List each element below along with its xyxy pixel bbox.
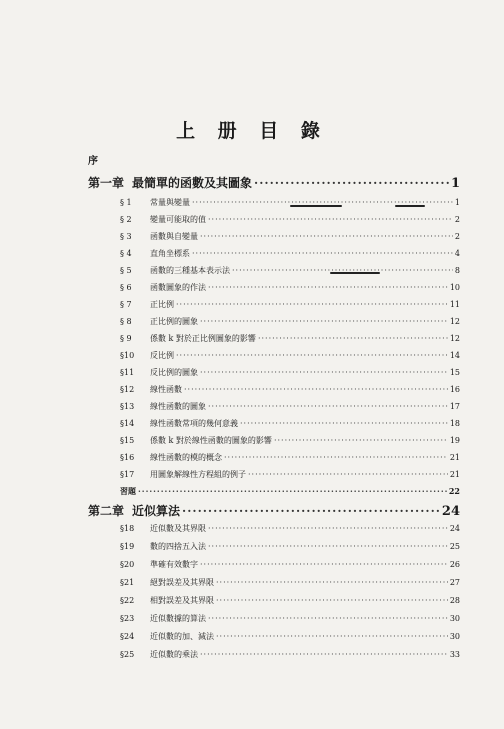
section-title: 正比例 [150, 300, 174, 309]
leader-dots [216, 596, 448, 605]
leader-dots [248, 470, 448, 479]
toc-section[interactable] [120, 282, 460, 293]
section-number: § 6 [120, 283, 132, 292]
section-title: 近似數據的算法 [150, 614, 206, 623]
leader-dots [208, 283, 448, 292]
leader-dots [138, 486, 447, 496]
leader-dots [176, 300, 448, 309]
section-page: 2 [454, 232, 460, 241]
section-title: 近似數的乘法 [150, 650, 198, 659]
toc-section[interactable] [120, 595, 460, 606]
leader-dots [216, 578, 448, 587]
leader-dots [200, 368, 448, 377]
leader-dots [184, 385, 448, 394]
toc-section[interactable] [120, 631, 460, 642]
section-number: §25 [120, 650, 135, 659]
section-title: 線性函數 [150, 385, 182, 394]
section-number: § 2 [120, 215, 132, 224]
toc-chapter-2[interactable] [88, 502, 460, 519]
toc-section[interactable] [120, 367, 460, 378]
section-title: 數的四捨五入法 [150, 542, 206, 551]
toc-section[interactable] [120, 649, 460, 660]
chapter-title: 最簡單的函數及其圖象 [132, 176, 253, 190]
toc-section[interactable] [120, 214, 460, 225]
section-page: 30 [449, 632, 460, 641]
toc-section[interactable] [120, 452, 460, 463]
toc-section[interactable] [120, 333, 460, 344]
chapter-number: 第一章 [88, 176, 125, 190]
toc-section[interactable] [120, 384, 460, 395]
leader-dots [200, 317, 448, 326]
leader-dots [208, 614, 448, 623]
section-number: § 3 [120, 232, 132, 241]
section-title: 函數的三種基本表示法 [150, 266, 230, 275]
leader-dots [216, 632, 448, 641]
preface-label: 序 [88, 156, 98, 167]
toc-section[interactable] [120, 350, 460, 361]
section-number: § 1 [120, 198, 132, 207]
toc-section[interactable] [120, 299, 460, 310]
toc-section[interactable] [120, 248, 460, 259]
leader-dots [240, 419, 448, 428]
section-page: 14 [449, 351, 460, 360]
section-number: §15 [120, 436, 135, 445]
section-title: 變量可能取的值 [150, 215, 206, 224]
leader-dots [200, 232, 453, 241]
section-title: 函數圖象的作法 [150, 283, 206, 292]
chapter-page: 1 [450, 176, 460, 191]
section-title: 反比例的圖象 [150, 368, 198, 377]
section-number: §19 [120, 542, 135, 551]
section-number: §24 [120, 632, 135, 641]
section-number: § 7 [120, 300, 132, 309]
section-page: 25 [449, 542, 460, 551]
section-number: §11 [120, 368, 135, 377]
section-page: 21 [449, 470, 460, 479]
section-page: 28 [449, 596, 460, 605]
section-page: 11 [449, 300, 460, 309]
section-number: §12 [120, 385, 135, 394]
section-title: 反比例 [150, 351, 174, 360]
toc-section[interactable] [120, 316, 460, 327]
section-number: § 9 [120, 334, 132, 343]
section-title: 準確有效數字 [150, 560, 198, 569]
section-number: §23 [120, 614, 135, 623]
leader-dots [208, 542, 448, 551]
exercises-label: 習題 [120, 486, 136, 496]
toc-section[interactable] [120, 231, 460, 242]
section-page: 33 [449, 650, 460, 659]
chapter-number: 第二章 [88, 504, 125, 518]
section-number: §17 [120, 470, 135, 479]
toc-section[interactable] [120, 577, 460, 588]
section-title: 近似數及其界限 [150, 524, 206, 533]
toc-section[interactable] [120, 523, 460, 534]
section-number: §18 [120, 524, 135, 533]
section-number: §10 [120, 351, 135, 360]
section-page: 19 [449, 436, 460, 445]
toc-section[interactable] [120, 435, 460, 446]
chapter-title: 近似算法 [132, 504, 181, 518]
toc-preface [88, 152, 98, 167]
leader-dots [192, 249, 453, 258]
toc-section[interactable] [120, 265, 460, 276]
section-page: 16 [449, 385, 460, 394]
toc-chapter-1[interactable] [88, 174, 460, 191]
section-title: 函數與自變量 [150, 232, 198, 241]
chapter-page: 24 [441, 504, 460, 519]
section-page: 12 [449, 334, 460, 343]
section-title: 常量與變量 [150, 198, 190, 207]
leader-dots [258, 334, 448, 343]
section-page: 10 [449, 283, 460, 292]
toc-section[interactable] [120, 613, 460, 624]
section-number: §22 [120, 596, 135, 605]
section-title: 絕對誤差及其界限 [150, 578, 214, 587]
leader-dots [208, 402, 448, 411]
section-page: 24 [449, 524, 460, 533]
toc-section[interactable] [120, 418, 460, 429]
section-title: 線性函數的圖象 [150, 402, 206, 411]
leader-dots [182, 504, 440, 518]
section-title: 近似數的加、減法 [150, 632, 214, 641]
section-number: §13 [120, 402, 135, 411]
section-page: 12 [449, 317, 460, 326]
toc-exercises[interactable] [120, 486, 460, 497]
leader-dots [176, 351, 448, 360]
section-number: §21 [120, 578, 135, 587]
section-page: 26 [449, 560, 460, 569]
section-page: 15 [449, 368, 460, 377]
section-title: 係數 k 對於線性函數的圖象的影響 [150, 436, 272, 445]
toc-section[interactable] [120, 541, 460, 552]
section-page: 2 [454, 215, 460, 224]
section-number: § 8 [120, 317, 132, 326]
section-number: § 4 [120, 249, 132, 258]
leader-dots [208, 215, 453, 224]
section-number: §20 [120, 560, 135, 569]
section-page: 4 [454, 249, 460, 258]
section-title: 相對誤差及其界限 [150, 596, 214, 605]
section-number: § 5 [120, 266, 132, 275]
scan-smudge [395, 205, 425, 207]
leader-dots [200, 650, 448, 659]
section-page: 8 [454, 266, 460, 275]
scan-smudge [330, 272, 380, 274]
section-title: 線性函數常項的幾何意義 [150, 419, 238, 428]
toc-section[interactable] [120, 559, 460, 570]
leader-dots [274, 436, 448, 445]
section-number: §16 [120, 453, 135, 462]
section-title: 用圖象解線性方程組的例子 [150, 470, 246, 479]
section-page: 21 [449, 453, 460, 462]
section-page: 30 [449, 614, 460, 623]
section-title: 係數 k 對於正比例圖象的影響 [150, 334, 256, 343]
toc-section[interactable] [120, 469, 460, 480]
exercises-page: 22 [448, 486, 460, 496]
leader-dots [208, 524, 448, 533]
toc-section[interactable] [120, 401, 460, 412]
section-page: 17 [449, 402, 460, 411]
scan-smudge [290, 205, 342, 207]
section-page: 1 [454, 198, 460, 207]
leader-dots [200, 560, 448, 569]
leader-dots [224, 453, 448, 462]
section-number: §14 [120, 419, 135, 428]
section-page: 27 [449, 578, 460, 587]
section-title: 線性函數的模的概念 [150, 453, 222, 462]
section-page: 18 [449, 419, 460, 428]
section-title: 直角坐標系 [150, 249, 190, 258]
section-title: 正比例的圖象 [150, 317, 198, 326]
leader-dots [254, 176, 449, 190]
page-title: 上 册 目 錄 [176, 120, 328, 142]
